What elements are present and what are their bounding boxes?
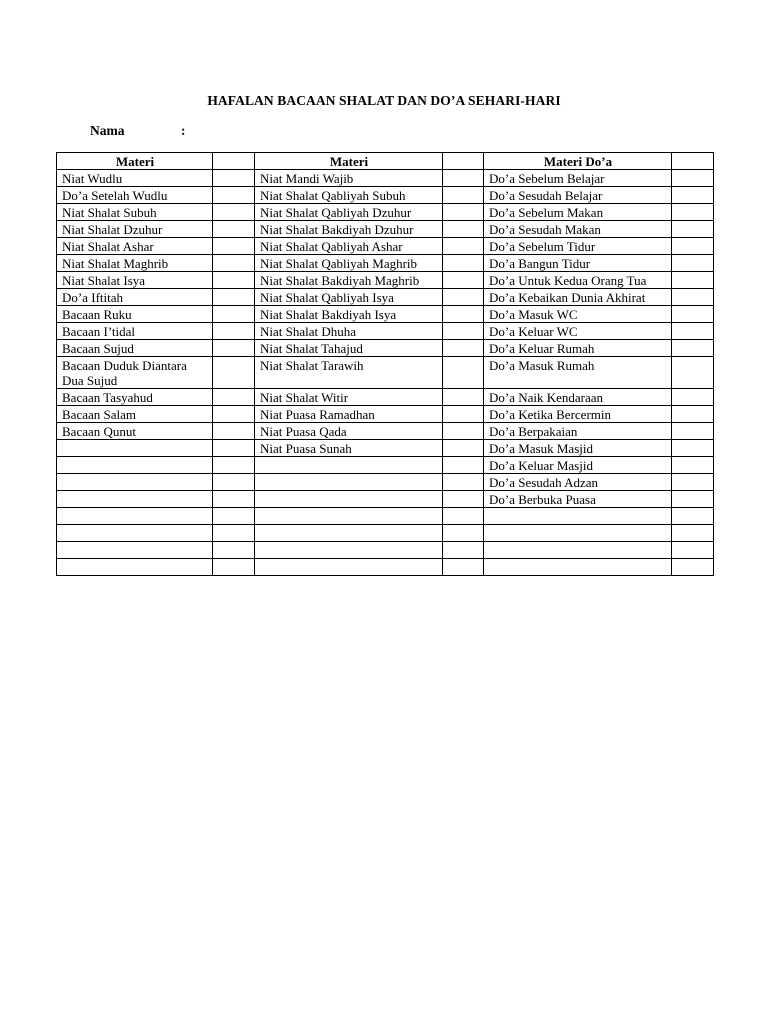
materi-doa-cell: Do’a Sebelum Makan [484, 204, 672, 221]
header-materi: Materi [57, 153, 213, 170]
materi-doa-cell: Do’a Ketika Bercermin [484, 406, 672, 423]
check-cell [672, 457, 714, 474]
materi-cell: Bacaan I’tidal [57, 323, 213, 340]
document-title: HAFALAN BACAAN SHALAT DAN DO’A SEHARI-HARI [207, 93, 561, 108]
table-row [57, 525, 714, 542]
table-row [57, 457, 714, 474]
name-label: Nama [90, 123, 125, 138]
check-cell [672, 238, 714, 255]
materi-cell: Niat Shalat Qabliyah Maghrib [255, 255, 443, 272]
materi-doa-cell: Do’a Masuk Masjid [484, 440, 672, 457]
materi-cell: Niat Mandi Wajib [255, 170, 443, 187]
check-cell [213, 289, 255, 306]
table-row [57, 508, 714, 525]
name-colon: : [181, 123, 186, 138]
materi-cell: Niat Shalat Qabliyah Dzuhur [255, 204, 443, 221]
materi-cell [57, 440, 213, 457]
check-cell [213, 323, 255, 340]
check-cell [443, 440, 484, 457]
header-materi: Materi [255, 153, 443, 170]
materi-cell: Bacaan Tasyahud [57, 389, 213, 406]
check-cell [672, 323, 714, 340]
materi-cell: Bacaan Sujud [57, 340, 213, 357]
check-cell [443, 221, 484, 238]
check-cell [672, 306, 714, 323]
materi-cell: Niat Wudlu [57, 170, 213, 187]
materi-doa-cell: Do’a Kebaikan Dunia Akhirat [484, 289, 672, 306]
table-row [57, 204, 714, 221]
check-cell [672, 340, 714, 357]
header-materi-doa: Materi Do’a [484, 153, 672, 170]
materi-cell [255, 559, 443, 576]
check-cell [443, 306, 484, 323]
check-cell [213, 255, 255, 272]
table-row [57, 238, 714, 255]
check-cell [213, 204, 255, 221]
materi-cell: Niat Shalat Ashar [57, 238, 213, 255]
materi-doa-cell: Do’a Sesudah Makan [484, 221, 672, 238]
table-row [57, 474, 714, 491]
check-cell [443, 357, 484, 389]
check-cell [213, 423, 255, 440]
check-cell [213, 406, 255, 423]
check-cell [213, 357, 255, 389]
table-row [57, 272, 714, 289]
materi-cell: Bacaan Salam [57, 406, 213, 423]
check-cell [443, 187, 484, 204]
materi-cell: Niat Shalat Bakdiyah Isya [255, 306, 443, 323]
materi-cell: Niat Shalat Qabliyah Subuh [255, 187, 443, 204]
materi-cell: Niat Shalat Subuh [57, 204, 213, 221]
check-cell [443, 474, 484, 491]
materi-doa-cell: Do’a Untuk Kedua Orang Tua [484, 272, 672, 289]
check-cell [672, 357, 714, 389]
materi-cell [57, 491, 213, 508]
materi-cell: Niat Puasa Sunah [255, 440, 443, 457]
check-cell [672, 272, 714, 289]
check-cell [213, 389, 255, 406]
check-cell [443, 204, 484, 221]
check-cell [213, 187, 255, 204]
materi-cell: Niat Shalat Dzuhur [57, 221, 213, 238]
materi-cell [255, 491, 443, 508]
check-cell [672, 440, 714, 457]
materi-doa-cell: Do’a Berbuka Puasa [484, 491, 672, 508]
table-row [57, 255, 714, 272]
table-row [57, 306, 714, 323]
check-cell [213, 170, 255, 187]
materi-cell [57, 542, 213, 559]
materi-doa-cell: Do’a Masuk WC [484, 306, 672, 323]
check-cell [443, 508, 484, 525]
table-body [57, 170, 714, 576]
materi-doa-cell: Do’a Keluar Masjid [484, 457, 672, 474]
check-cell [672, 170, 714, 187]
materi-cell: Niat Shalat Witir [255, 389, 443, 406]
materi-cell: Niat Shalat Isya [57, 272, 213, 289]
table-row [57, 340, 714, 357]
check-cell [672, 474, 714, 491]
table-row [57, 406, 714, 423]
materi-doa-cell: Do’a Bangun Tidur [484, 255, 672, 272]
materi-doa-cell: Do’a Sebelum Tidur [484, 238, 672, 255]
name-field [90, 123, 186, 139]
check-cell [672, 221, 714, 238]
table-row [57, 423, 714, 440]
materi-cell: Niat Shalat Bakdiyah Dzuhur [255, 221, 443, 238]
check-cell [443, 255, 484, 272]
header-check [213, 153, 255, 170]
materi-cell: Niat Puasa Qada [255, 423, 443, 440]
check-cell [672, 542, 714, 559]
materi-doa-cell: Do’a Sesudah Adzan [484, 474, 672, 491]
materi-cell: Niat Shalat Dhuha [255, 323, 443, 340]
materi-cell [255, 508, 443, 525]
check-cell [672, 389, 714, 406]
check-cell [443, 272, 484, 289]
materi-cell: Niat Shalat Maghrib [57, 255, 213, 272]
check-cell [443, 559, 484, 576]
materi-cell: Bacaan Duduk Diantara Dua Sujud [57, 357, 213, 389]
materi-cell [57, 508, 213, 525]
materi-doa-cell [484, 559, 672, 576]
check-cell [443, 289, 484, 306]
check-cell [213, 238, 255, 255]
check-cell [443, 389, 484, 406]
check-cell [213, 474, 255, 491]
materi-cell: Do’a Iftitah [57, 289, 213, 306]
check-cell [672, 508, 714, 525]
check-cell [213, 440, 255, 457]
check-cell [443, 542, 484, 559]
check-cell [213, 457, 255, 474]
check-cell [672, 423, 714, 440]
check-cell [443, 423, 484, 440]
memorization-table [56, 152, 714, 576]
materi-cell: Bacaan Ruku [57, 306, 213, 323]
table-row [57, 389, 714, 406]
header-check [443, 153, 484, 170]
check-cell [213, 559, 255, 576]
materi-doa-cell [484, 508, 672, 525]
check-cell [213, 491, 255, 508]
table-row [57, 323, 714, 340]
materi-cell: Niat Shalat Qabliyah Isya [255, 289, 443, 306]
materi-cell: Niat Shalat Qabliyah Ashar [255, 238, 443, 255]
materi-cell [255, 525, 443, 542]
table-row [57, 440, 714, 457]
check-cell [672, 406, 714, 423]
materi-doa-cell: Do’a Sesudah Belajar [484, 187, 672, 204]
materi-doa-cell: Do’a Keluar WC [484, 323, 672, 340]
materi-cell: Niat Puasa Ramadhan [255, 406, 443, 423]
materi-doa-cell [484, 542, 672, 559]
check-cell [213, 221, 255, 238]
materi-doa-cell: Do’a Masuk Rumah [484, 357, 672, 389]
check-cell [443, 340, 484, 357]
materi-cell: Niat Shalat Tarawih [255, 357, 443, 389]
materi-doa-cell [484, 525, 672, 542]
check-cell [672, 289, 714, 306]
table-header-row [57, 153, 714, 170]
check-cell [213, 272, 255, 289]
materi-cell [255, 542, 443, 559]
table-row [57, 187, 714, 204]
materi-doa-cell: Do’a Berpakaian [484, 423, 672, 440]
materi-doa-cell: Do’a Keluar Rumah [484, 340, 672, 357]
materi-doa-cell: Do’a Sebelum Belajar [484, 170, 672, 187]
table-row [57, 289, 714, 306]
check-cell [213, 542, 255, 559]
check-cell [443, 238, 484, 255]
table-row [57, 542, 714, 559]
materi-cell: Bacaan Qunut [57, 423, 213, 440]
check-cell [443, 525, 484, 542]
table-row [57, 221, 714, 238]
table-row [57, 559, 714, 576]
check-cell [443, 491, 484, 508]
materi-cell [255, 474, 443, 491]
check-cell [672, 559, 714, 576]
check-cell [213, 508, 255, 525]
materi-cell [57, 559, 213, 576]
check-cell [213, 525, 255, 542]
materi-cell [255, 457, 443, 474]
table-row [57, 357, 714, 389]
materi-cell [57, 474, 213, 491]
check-cell [672, 255, 714, 272]
materi-cell [57, 457, 213, 474]
table-row [57, 170, 714, 187]
table-row [57, 491, 714, 508]
check-cell [672, 491, 714, 508]
check-cell [213, 306, 255, 323]
check-cell [672, 525, 714, 542]
check-cell [443, 406, 484, 423]
check-cell [443, 457, 484, 474]
materi-cell: Do’a Setelah Wudlu [57, 187, 213, 204]
check-cell [443, 323, 484, 340]
check-cell [443, 170, 484, 187]
materi-cell [57, 525, 213, 542]
check-cell [672, 204, 714, 221]
check-cell [672, 187, 714, 204]
materi-cell: Niat Shalat Bakdiyah Maghrib [255, 272, 443, 289]
materi-cell: Niat Shalat Tahajud [255, 340, 443, 357]
header-check [672, 153, 714, 170]
check-cell [213, 340, 255, 357]
materi-doa-cell: Do’a Naik Kendaraan [484, 389, 672, 406]
